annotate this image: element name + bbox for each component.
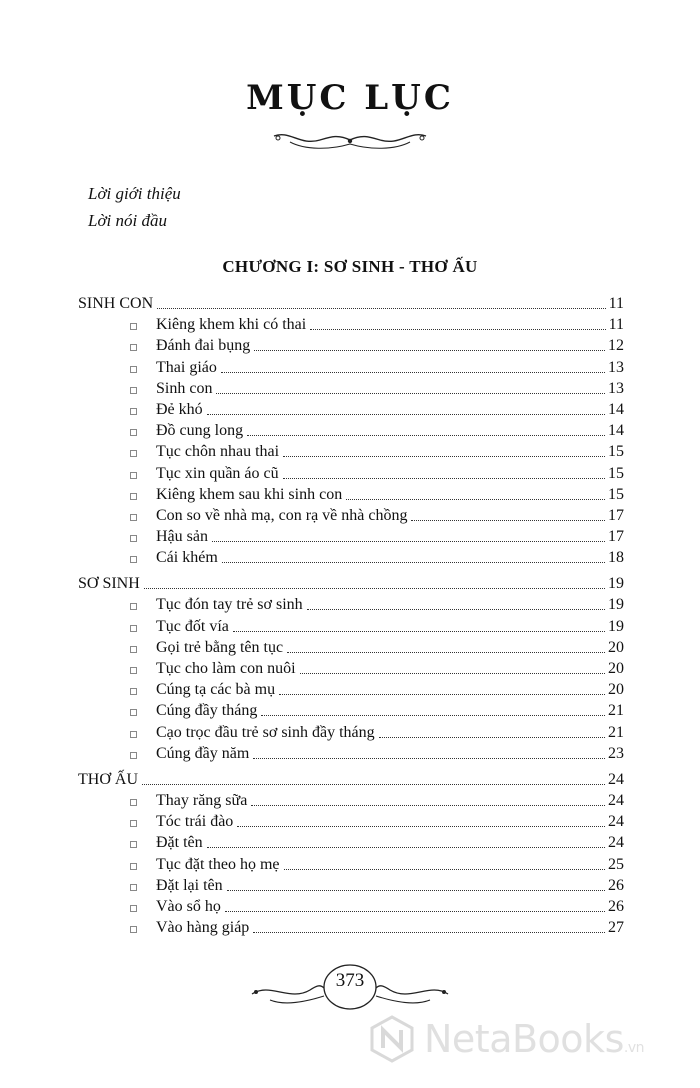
page-number: 373 [335,970,365,991]
chapter-heading: CHƯƠNG I: SƠ SINH - THƠ ẤU [222,257,478,276]
toc-entry-label: Cúng đầy năm [156,744,250,762]
toc-entry-label: Tóc trái đào [156,813,234,831]
square-bullet-icon [130,514,137,521]
dot-leader [253,758,605,759]
toc-entry-row[interactable] [78,831,624,852]
square-bullet-icon [130,450,137,457]
square-bullet-icon [130,556,137,563]
square-bullet-icon [130,535,137,542]
toc-page-number: 19 [608,596,624,614]
watermark-suffix: .vn [623,1040,644,1056]
toc-page-number: 20 [608,681,624,699]
dot-leader [261,715,605,716]
dot-leader [225,911,605,912]
square-bullet-icon [130,752,137,759]
square-bullet-icon [130,820,137,827]
square-bullet-icon [130,603,137,610]
toc-section-row[interactable] [78,768,624,789]
toc-page-number: 26 [608,876,624,894]
dot-leader [222,562,605,563]
square-bullet-icon [130,387,137,394]
square-bullet-icon [130,472,137,479]
toc-entry-label: Thay răng sữa [156,791,248,809]
watermark-text [424,1017,644,1061]
toc-entry-label: Cúng đầy tháng [156,702,258,720]
toc-entry-row[interactable] [78,377,624,398]
square-bullet-icon [130,799,137,806]
dot-leader [284,869,605,870]
toc-page-number: 21 [608,702,624,720]
toc-entry-label: Gọi trẻ bằng tên tục [156,638,284,656]
dot-leader [279,694,605,695]
dot-leader [207,847,605,848]
toc-page-number: 17 [608,528,624,546]
toc-entry-row[interactable] [78,398,624,419]
toc-entry-label: Sinh con [156,379,213,397]
watermark-brand: NetaBooks [424,1017,624,1061]
toc-page-number: 21 [608,723,624,741]
toc-entry-row[interactable] [78,789,624,810]
toc-entry-row[interactable] [78,546,624,567]
square-bullet-icon [130,493,137,500]
toc-page-number: 15 [608,485,624,503]
dot-leader [379,737,605,738]
toc-entry-row[interactable] [78,355,624,376]
toc-entry-label: Cái khém [156,549,218,567]
square-bullet-icon [130,926,137,933]
intro-list [88,180,181,234]
toc-entry-label: Tục xin quần áo cũ [156,464,279,482]
toc-entry-row[interactable] [78,614,624,635]
toc-entry-row[interactable] [78,313,624,334]
square-bullet-icon [130,709,137,716]
toc-entry-label: Con so về nhà mạ, con rạ về nhà chồng [156,506,408,524]
dot-leader [287,652,605,653]
toc-entry-row[interactable] [78,334,624,355]
toc-page-number: 12 [608,337,624,355]
toc-page-number: 24 [608,834,624,852]
toc-entry-row[interactable] [78,483,624,504]
intro-foreword[interactable]: Lời giới thiệu [88,184,181,203]
dot-leader [233,631,605,632]
intro-preface[interactable]: Lời nói đầu [88,211,167,230]
toc-entry-label: Đặt lại tên [156,876,223,894]
toc-entry-label: Thai giáo [156,358,217,376]
toc-page-number: 24 [608,770,624,788]
dot-leader [254,350,605,351]
dot-leader [251,805,605,806]
toc-page-number: 24 [608,813,624,831]
square-bullet-icon [130,344,137,351]
toc-entry-row[interactable] [78,461,624,482]
toc-section-title: SƠ SINH [78,575,140,593]
toc-page-number: 13 [608,379,624,397]
page-title: MỤC LỤC [246,78,454,118]
square-bullet-icon [130,667,137,674]
toc-entry-row[interactable] [78,699,624,720]
square-bullet-icon [130,429,137,436]
dot-leader [207,414,605,415]
dot-leader [144,588,605,589]
toc-page-number: 19 [608,617,624,635]
toc-section-row[interactable] [78,572,624,593]
toc-section-title: SINH CON [78,295,154,312]
toc-entry-label: Kiêng khem khi có thai [156,316,307,334]
toc-entry-label: Tục cho làm con nuôi [156,660,296,677]
toc-page-number: 15 [608,443,624,461]
toc-page-number: 19 [608,575,624,593]
toc-entry-row[interactable] [78,742,624,763]
toc-page-number: 11 [608,316,624,334]
dot-leader [157,308,605,309]
toc-entry-label: Tục đốt vía [156,617,229,635]
watermark [368,1015,688,1071]
toc-entry-row[interactable] [78,678,624,699]
dot-leader [142,784,605,785]
square-bullet-icon [130,863,137,870]
toc-entry-row[interactable] [78,916,624,937]
toc-entry-row[interactable] [78,852,624,873]
square-bullet-icon [130,905,137,912]
dot-leader [212,541,605,542]
toc-entry-label: Vào hàng giáp [156,919,250,937]
square-bullet-icon [130,884,137,891]
dot-leader [253,932,605,933]
dot-leader [346,499,605,500]
toc-section-title: THƠ ẤU [78,770,138,788]
dot-leader [411,520,605,521]
toc-page-number: 17 [608,506,624,524]
dot-leader [300,673,605,674]
dot-leader [307,609,605,610]
toc-entry-row[interactable] [78,440,624,461]
square-bullet-icon [130,841,137,848]
dot-leader [310,329,605,330]
toc-entry-row[interactable] [78,504,624,525]
toc-page-number: 15 [608,464,624,482]
table-of-contents [78,292,624,937]
title-flourish-ornament [270,128,430,154]
toc-entry-label: Đồ cung long [156,422,244,440]
page-title-block [0,78,700,118]
toc-page-number: 13 [608,358,624,376]
toc-entry-label: Tục đón tay trẻ sơ sinh [156,596,303,614]
toc-entry-row[interactable] [78,593,624,614]
toc-entry-row[interactable] [78,874,624,895]
toc-entry-label: Cạo trọc đầu trẻ sơ sinh đầy tháng [156,723,375,741]
toc-page-number: 23 [608,744,624,762]
toc-section-row[interactable] [78,292,624,313]
toc-entry-label: Đặt tên [156,834,203,852]
square-bullet-icon [130,323,137,330]
toc-entry-row[interactable] [78,657,624,678]
dot-leader [216,393,605,394]
toc-page-number: 26 [608,897,624,915]
toc-entry-label: Kiêng khem sau khi sinh con [156,485,343,503]
dot-leader [221,372,605,373]
toc-entry-label: Tục đặt theo họ mẹ [156,855,280,873]
toc-page-number: 14 [608,422,624,440]
toc-page-number: 11 [608,295,624,312]
toc-entry-label: Cúng tạ các bà mụ [156,681,276,699]
square-bullet-icon [130,646,137,653]
dot-leader [237,826,605,827]
toc-entry-label: Hậu sản [156,528,208,546]
toc-page-number: 14 [608,400,624,418]
toc-entry-row[interactable] [78,810,624,831]
square-bullet-icon [130,731,137,738]
toc-entry-row[interactable] [78,419,624,440]
toc-entry-row[interactable] [78,525,624,546]
toc-page-number: 27 [608,919,624,937]
toc-entry-row[interactable] [78,895,624,916]
toc-page-number: 20 [608,660,624,677]
toc-page-number: 18 [608,549,624,567]
toc-entry-row[interactable] [78,636,624,657]
square-bullet-icon [130,408,137,415]
toc-page-number: 24 [608,791,624,809]
dot-leader [283,456,605,457]
toc-page-number: 25 [608,855,624,873]
toc-entry-label: Đánh đai bụng [156,337,251,355]
toc-entry-row[interactable] [78,720,624,741]
toc-page-number: 20 [608,638,624,656]
toc-entry-label: Đẻ khó [156,400,203,418]
square-bullet-icon [130,688,137,695]
dot-leader [227,890,605,891]
toc-entry-label: Tục chôn nhau thai [156,443,280,461]
square-bullet-icon [130,366,137,373]
brand-logo-icon [368,1015,416,1063]
dot-leader [283,478,605,479]
square-bullet-icon [130,625,137,632]
dot-leader [247,435,605,436]
toc-entry-label: Vào sổ họ [156,897,221,915]
